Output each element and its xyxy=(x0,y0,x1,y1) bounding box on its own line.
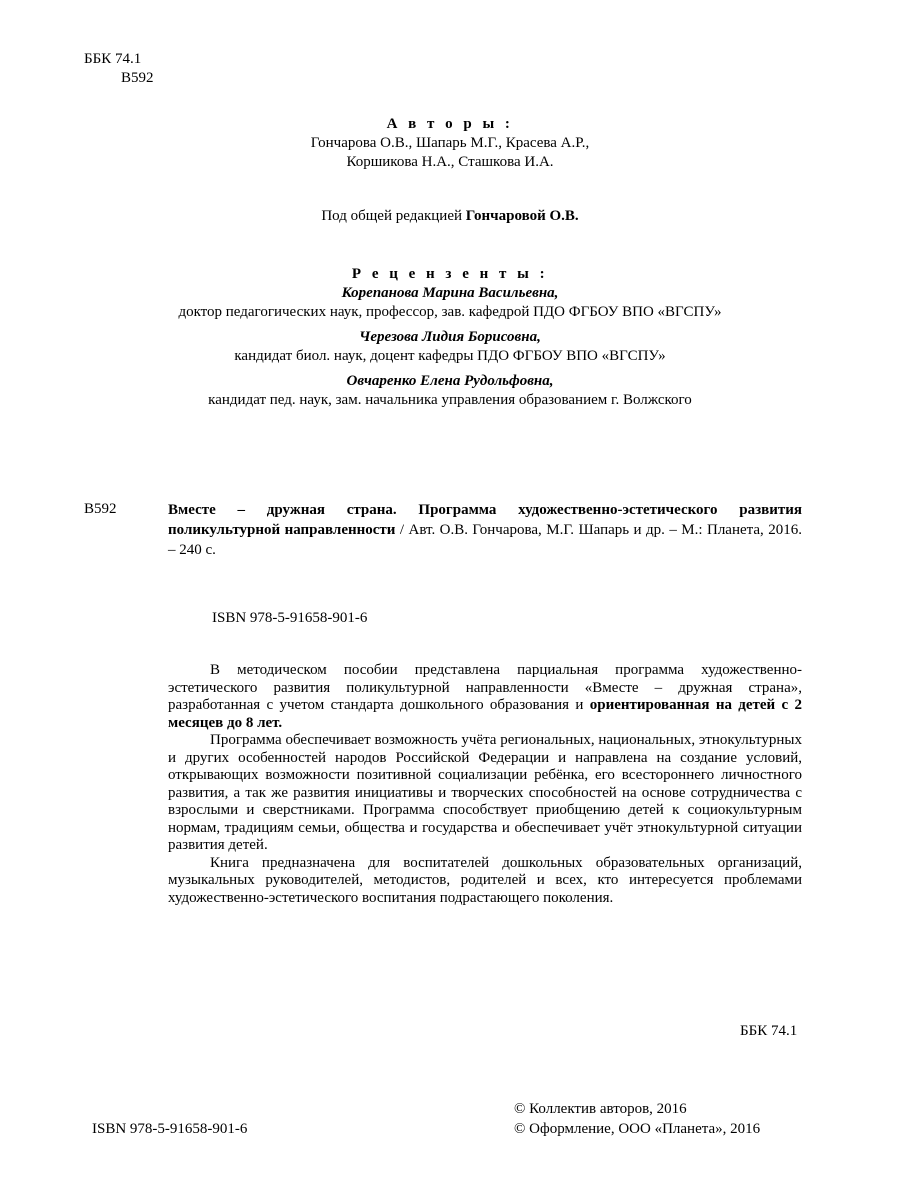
authors-line-1: Гончарова О.В., Шапарь М.Г., Красева А.Р., xyxy=(310,135,590,151)
book-publication-info: / Авт. О.В. Гончарова, М.Г. Шапарь и др. – М.: Планета, 2016. – 240 с. xyxy=(168,522,802,558)
reviewer-title: кандидат пед. наук, зам. начальника управления образованием г. Волжского xyxy=(208,392,692,408)
bbk-footer: ББК 74.1 xyxy=(740,1023,798,1039)
copyright-authors: © Коллектив авторов, 2016 xyxy=(514,1101,687,1117)
reviewer-name: Черезова Лидия Борисовна, xyxy=(359,329,541,345)
bbk-header xyxy=(84,50,154,88)
abstract xyxy=(168,662,802,907)
abstract-text: В методическом пособии представлена парциальная программа художественно-эстетического развития поликультурной направленности «Вместе – дружная страна», разработанная с учетом стандарта дошкольного образования и xyxy=(168,662,802,713)
book-title: Вместе – дружная страна. Программа художественно-эстетического развития поликультурной направленности xyxy=(168,502,802,538)
isbn-line: ISBN 978-5-91658-901-6 xyxy=(212,610,368,626)
editor-prefix: Под общей редакцией xyxy=(321,208,466,224)
author-mark: В592 xyxy=(121,70,154,86)
authors-line-2: Коршикова Н.А., Сташкова И.А. xyxy=(346,154,554,170)
book-code: В592 xyxy=(84,501,117,517)
reviewers-block xyxy=(0,265,900,410)
isbn-footer: ISBN 978-5-91658-901-6 xyxy=(92,1121,248,1137)
reviewer-name: Корепанова Марина Васильевна, xyxy=(341,285,559,301)
abstract-paragraph-1 xyxy=(168,662,802,732)
reviewer-name: Овчаренко Елена Рудольфовна, xyxy=(346,373,554,389)
editor-name: Гончаровой О.В. xyxy=(465,208,579,224)
reviewer-title: кандидат биол. наук, доцент кафедры ПДО ФГБОУ ВПО «ВГСПУ» xyxy=(234,348,666,364)
editor-line xyxy=(0,207,900,226)
bbk-code: ББК 74.1 xyxy=(84,51,142,67)
authors-block xyxy=(0,115,900,172)
book-description xyxy=(168,500,802,560)
abstract-age-range: ориентированная на детей с 2 месяцев до 8 лет. xyxy=(168,697,803,731)
copyright-block xyxy=(514,1099,760,1139)
reviewers-heading: Р е ц е н з е н т ы : xyxy=(351,266,549,282)
authors-heading: А в т о р ы : xyxy=(386,116,514,132)
reviewer-title: доктор педагогических наук, профессор, зав. кафедрой ПДО ФГБОУ ВПО «ВГСПУ» xyxy=(178,304,722,320)
abstract-paragraph-3: Книга предназначена для воспитателей дошкольных образовательных организаций, музыкальных руководителей, методистов, родителей и всех, кто интересуется проблемами художественно-эстетического воспитания подрастающего поколения. xyxy=(168,854,802,906)
copyright-design: © Оформление, ООО «Планета», 2016 xyxy=(514,1121,761,1137)
abstract-paragraph-2: Программа обеспечивает возможность учёта региональных, национальных, этнокультурных и других особенностей народов Российской Федерации и направлена на создание условий, открывающих возможности позитивной социализации ребёнка, его всестороннего личностного развития, а так же развития инициативы и творческих способностей на основе сотрудничества с взрослыми и сверстниками. Программа способствует приобщению детей к социокультурным нормам, традициям семьи, общества и государства и обеспечивает учёт этнокультурной ситуации развития детей. xyxy=(168,732,802,853)
